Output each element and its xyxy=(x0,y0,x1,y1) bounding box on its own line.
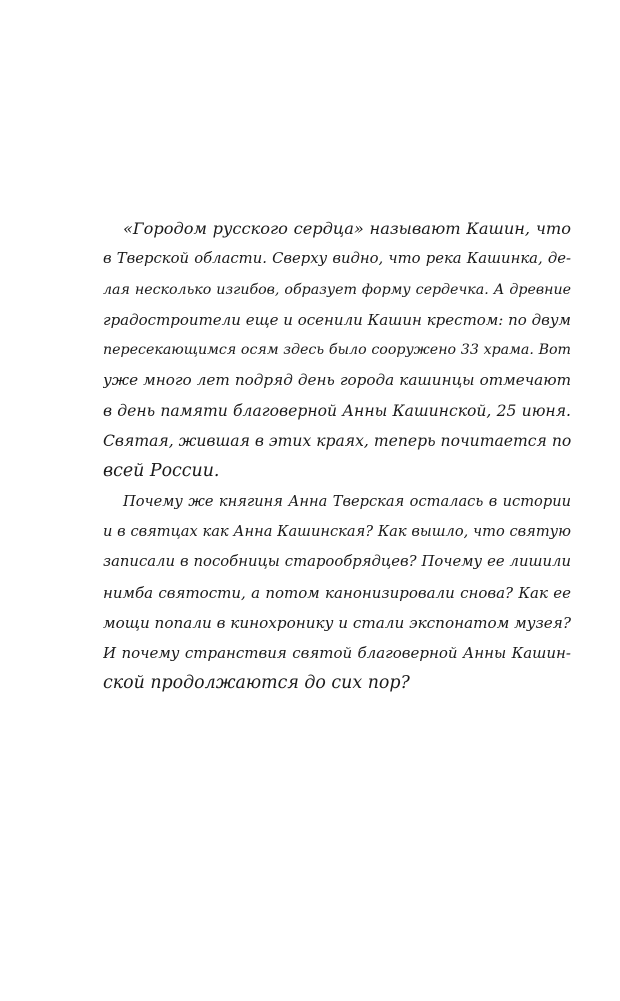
text-line: «Городом русского сердца» называют Кашин, что xyxy=(123,219,571,238)
text-line: лая несколько изгибов, образует форму сердечка. А древние xyxy=(103,281,571,298)
text-line: в день памяти благоверной Анны Кашинской, 25 июня. xyxy=(103,401,571,420)
text-line: нимба святости, а потом канонизировали снова? Как ее xyxy=(103,583,571,602)
paragraph-2 xyxy=(103,487,571,699)
text-line: Святая, жившая в этих краях, теперь почитается по xyxy=(103,432,571,451)
text-line: градостроители еще и осенили Кашин крестом: по двум xyxy=(103,310,571,329)
text-line: ской продолжаются до сих пор? xyxy=(103,673,410,694)
text-line: пересекающимся осям здесь было сооружено 33 храма. Вот xyxy=(103,342,571,359)
text-line: мощи попали в кинохронику и стали экспонатом музея? xyxy=(103,613,571,632)
text-line: записали в пособницы старообрядцев? Почему ее лишили xyxy=(103,553,571,571)
paragraph-1 xyxy=(103,214,571,487)
text-line: Почему же княгиня Анна Тверская осталась в истории xyxy=(123,492,571,510)
text-line: и в святцах как Анна Кашинская? Как вышло, что святую xyxy=(103,522,571,540)
text-line: всей России. xyxy=(103,461,220,482)
body-text xyxy=(103,214,571,699)
text-line: И почему странствия святой благоверной Анны Кашин- xyxy=(103,644,571,663)
text-line: в Тверской области. Сверху видно, что река Кашинка, де- xyxy=(103,250,571,268)
text-line: уже много лет подряд день города кашинцы отмечают xyxy=(103,371,571,390)
